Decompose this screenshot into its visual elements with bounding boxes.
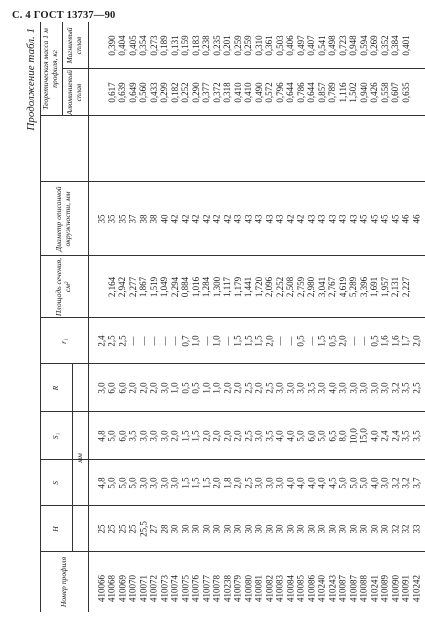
rotated-table-area — [24, 22, 425, 612]
header-r1: r₁ — [58, 338, 68, 344]
header-mass-group: Теоретическая масса 1 м профиля, кг — [41, 28, 59, 110]
header-diameter: Диаметр описанной окружности, мм — [54, 186, 72, 252]
header-magnesium: Магниевый сплав — [65, 27, 83, 64]
magnesium-mass-column: 0,390 0,404 0,405 0,354 0,273 0,189 0,131 0,159 0,183 0,238 0,235 0,201 0,259 0,259 0,310 0,361 0,503 0,406 0,497 0,407 0,541 0,498 0,723 0,948 0,594 0,269 0,352 0,384 0,401 — [106, 35, 411, 56]
page-header: С. 4 ГОСТ 13737—90 — [12, 10, 116, 21]
table-caption: Продолжение табл. 1 — [25, 28, 37, 131]
header-s1: S₁ — [50, 432, 60, 440]
s1-column: 4,8 5,0 6,0 3,5 3,0 3,0 3,0 2,0 1,5 1,5 2,0 2,0 2,0 2,0 2,5 3,0 3,5 4,0 4,0 5,0 6,0 5,0 6,5 8,0 10,0 15,0 4,0 2,4 2,4 3,5 3,5 — [95, 428, 421, 444]
header-profile-number: Номер профиля — [58, 556, 68, 608]
r-column: 3,0 6,0 6,0 2,0 2,0 2,0 3,0 1,0 0,5 0,5 1,0 1,0 2,0 2,0 2,5 2,0 2,5 3,0 3,0 3,0 3,5 3,0 4,0 3,0 3,0 3,0 3,0 3,0 3,2 3,5 2,5 — [95, 382, 421, 394]
area-column: 2,164 2,942 2,277 1,867 1,519 1,049 2,294 0,884 1,016 1,284 1,300 1,117 1,179 1,441 1,720 2,096 2,252 2,508 2,759 2,980 3,041 2,767 4,619 5,289 3,396 1,691 1,957 2,131 2,227 — [106, 276, 411, 298]
diameter-column: 35 35 35 37 38 38 40 42 42 42 42 42 42 43 43 43 43 43 42 42 43 43 43 43 43 45 45 45 45 46 46 — [95, 214, 421, 224]
profile-number-column: 410066 410068 410069 410070 410071 410072 410073 410074 410075 410076 410077 410078 410238 410079 410080 410081 410082 410083 410084 410085 410086 410240 410243 410087 410087 410088 410241 410089 410090 410091 410242 — [95, 575, 421, 602]
r1-column: 2,4 2,5 2,5 — — — — — 0,7 1,0 — 1,0 — 1,5 1,5 1,5 2,0 — — 0,5 — 1,5 0,5 2,0 — — 0,5 1,6 1,6 1,7 2,0 — [95, 335, 421, 347]
header-area: Площадь сечения, см² — [54, 257, 72, 317]
header-r: R — [50, 385, 60, 391]
h-column: 25 25 25 25 25,5 27 28 30 30 30 30 30 30 30 30 30 30 30 30 30 30 30 30 30 30 30 30 30 32 32 33 — [95, 521, 421, 537]
header-s: S — [50, 481, 60, 485]
header-h: H — [50, 526, 60, 532]
header-aluminum: Алюминиевый сплав — [65, 70, 83, 115]
s-column: 4,8 5,0 5,0 5,0 3,0 3,0 3,0 3,0 1,5 1,5 1,5 2,0 1,8 2,0 2,5 3,0 3,0 3,0 4,0 4,0 4,0 4,0 4,5 5,0 5,0 5,0 4,0 3,0 3,2 3,2 3,7 — [95, 477, 421, 489]
aluminum-mass-column: 0,617 0,639 0,649 0,560 0,433 0,299 0,182 0,252 0,290 0,377 0,372 0,318 0,410 0,410 0,490 0,572 0,796 0,644 0,786 0,644 0,857 0,789 1,116 1,502 0,940 0,426 0,558 0,607 0,635 — [106, 82, 411, 103]
profiles-table — [40, 22, 425, 612]
header-units: мм — [74, 453, 84, 463]
